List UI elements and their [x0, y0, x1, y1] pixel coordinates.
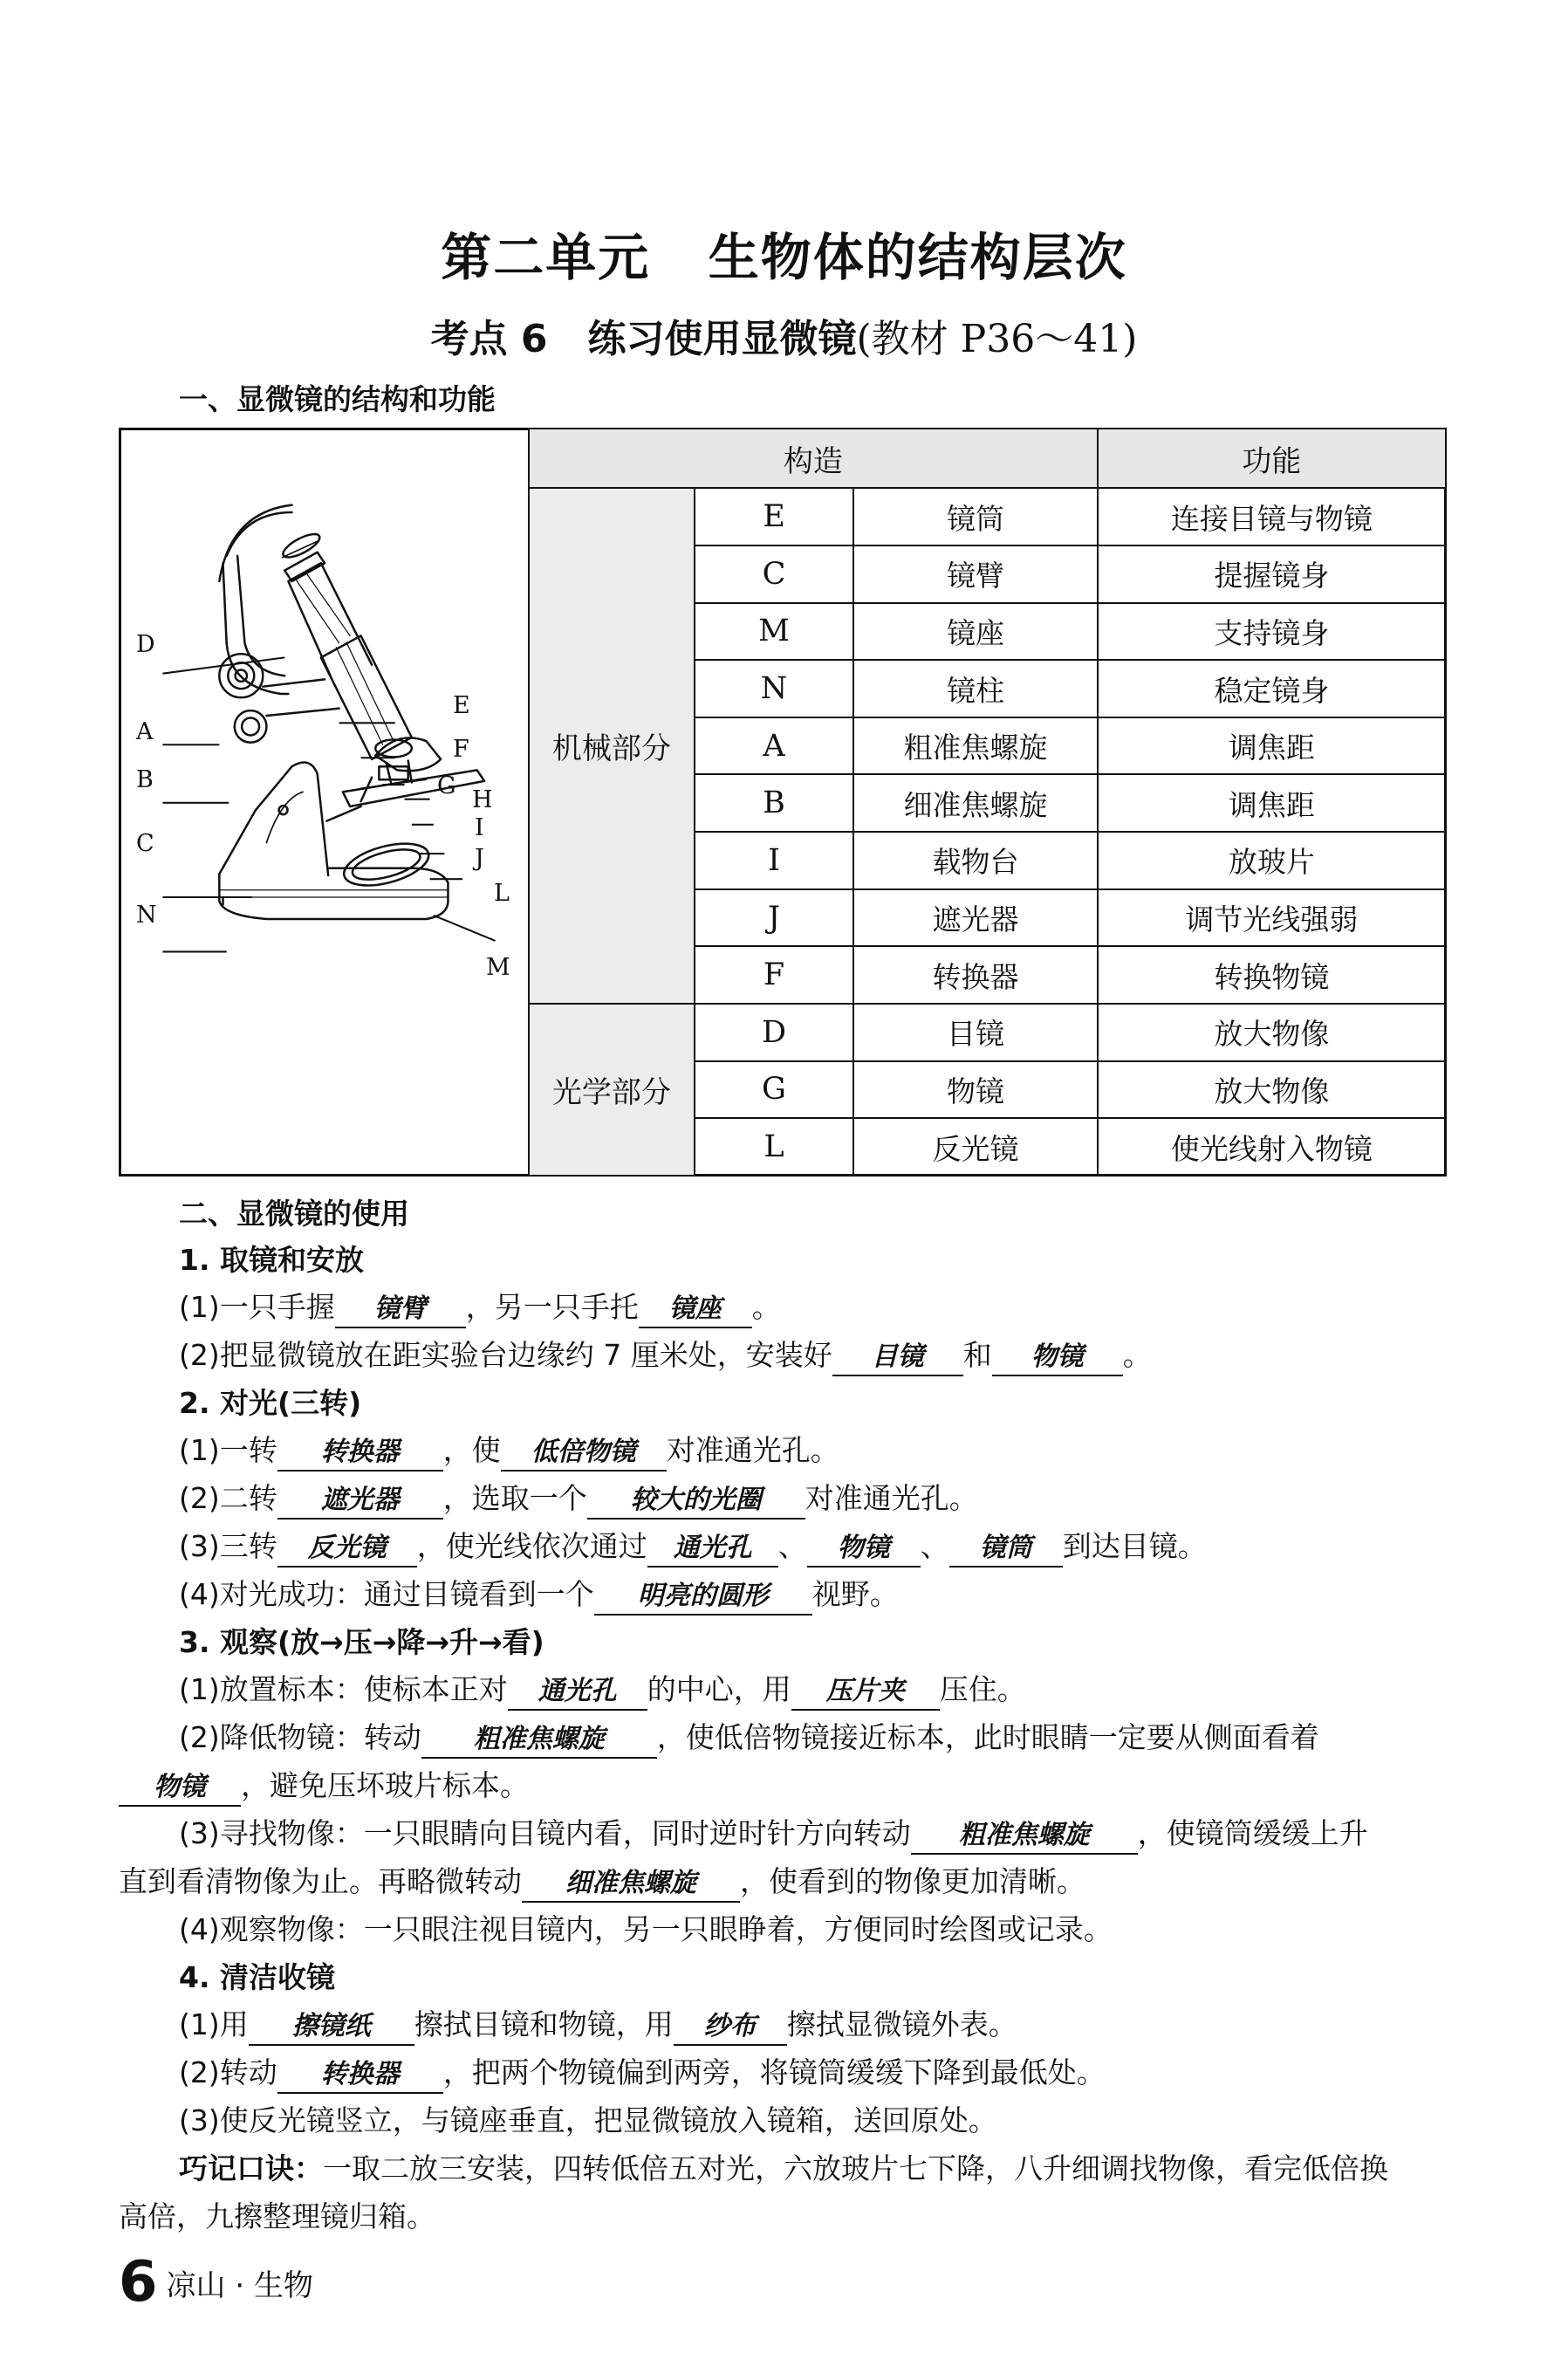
section-1-heading: 一、显微镜的结构和功能 — [179, 382, 496, 416]
answer-blank: 细准焦螺旋 — [522, 1866, 740, 1903]
row-name: 物镜 — [853, 1061, 1097, 1119]
row-function: 放大物像 — [1098, 1004, 1446, 1061]
s1-title: 1. 取镜和安放 — [179, 1243, 364, 1277]
text: 对准通光孔。 — [666, 1433, 839, 1467]
label-H: H — [472, 786, 493, 813]
row-code: F — [695, 946, 854, 1004]
text: ，使看到的物像更加清晰。 — [740, 1864, 1085, 1898]
answer-blank: 镜座 — [639, 1292, 752, 1328]
row-name: 目镜 — [853, 1004, 1097, 1061]
s2-line1 — [179, 1428, 839, 1472]
text: (3)三转 — [179, 1529, 277, 1563]
kaodian-name: 练习使用显微镜 — [587, 317, 857, 361]
s2-line2 — [179, 1476, 978, 1520]
answer-blank: 镜臂 — [335, 1292, 466, 1328]
row-code: N — [695, 660, 854, 717]
row-code: E — [695, 488, 854, 545]
answer-blank: 通光孔 — [647, 1531, 778, 1568]
answer-blank: 遮光器 — [277, 1483, 443, 1520]
row-code: B — [695, 774, 854, 832]
answer-blank: 擦镜纸 — [249, 2009, 414, 2046]
text: 擦拭显微镜外表。 — [786, 2007, 1017, 2041]
text: (3)寻找物像：一只眼睛向目镜内看，同时逆时针方向转动 — [179, 1816, 911, 1850]
text: (2)把显微镜放在距实验台边缘约 7 厘米处，安装好 — [179, 1338, 832, 1372]
s3-line4: (4)观察物像：一只眼注视目镜内，另一只眼睁着，方便同时绘图或记录。 — [179, 1912, 1113, 1946]
s3-line2b — [119, 1763, 529, 1807]
row-code: M — [695, 603, 854, 661]
label-G: G — [437, 772, 456, 799]
s3-line3b — [119, 1859, 1085, 1903]
answer-blank: 转换器 — [277, 2057, 443, 2094]
text: (1)一转 — [179, 1433, 277, 1467]
s2-line4 — [179, 1572, 899, 1616]
s4-title: 4. 清洁收镜 — [179, 1960, 335, 1994]
row-function: 放大物像 — [1098, 1061, 1446, 1119]
s4-line1 — [179, 2002, 1017, 2046]
text: (1)放置标本：使标本正对 — [179, 1672, 508, 1706]
row-function: 使光线射入物镜 — [1098, 1118, 1446, 1176]
row-name: 细准焦螺旋 — [853, 774, 1097, 832]
answer-blank: 通光孔 — [508, 1674, 647, 1711]
text: 直到看清物像为止。再略微转动 — [119, 1864, 522, 1898]
text: (1)一只手握 — [179, 1290, 335, 1324]
label-F: F — [453, 736, 469, 763]
text: 。 — [1122, 1338, 1152, 1372]
text: 压住。 — [939, 1672, 1026, 1706]
text: (4)对光成功：通过目镜看到一个 — [179, 1577, 594, 1611]
category-optical: 光学部分 — [529, 1004, 695, 1176]
label-A: A — [136, 718, 154, 745]
mnemonic-line2: 高倍，九擦整理镜归箱。 — [119, 2199, 435, 2233]
footer-text: 凉山 · 生物 — [166, 2267, 313, 2303]
answer-blank: 镜筒 — [949, 1531, 1063, 1568]
page-footer — [119, 2250, 313, 2315]
text: ，使 — [442, 1433, 501, 1467]
kaodian-label: 考点 6 — [430, 317, 548, 361]
answer-blank: 较大的光圈 — [587, 1483, 805, 1520]
s3-line1 — [179, 1667, 1026, 1711]
s2-line3 — [179, 1524, 1207, 1568]
answer-blank: 粗准焦螺旋 — [911, 1818, 1138, 1855]
row-function: 支持镜身 — [1098, 603, 1446, 661]
text: 的中心，用 — [647, 1672, 791, 1706]
label-C: C — [136, 830, 154, 857]
s1-line2 — [179, 1333, 1152, 1376]
row-function: 调焦距 — [1098, 717, 1446, 775]
text: (2)二转 — [179, 1481, 277, 1515]
text: ，另一只手托 — [465, 1290, 639, 1324]
kaodian-source: (教材 P36～41) — [856, 317, 1138, 361]
text: 对准通光孔。 — [805, 1481, 978, 1515]
row-code: C — [695, 545, 854, 603]
row-name: 镜柱 — [853, 660, 1097, 717]
text: ，使镜筒缓缓上升 — [1137, 1816, 1368, 1850]
label-N: N — [136, 902, 157, 929]
answer-blank: 低倍物镜 — [501, 1435, 667, 1472]
mnemonic-text: 一取二放三安装，四转低倍五对光，六放玻片七下降，八升细调找物像，看完低倍换 — [323, 2151, 1388, 2185]
table-row — [529, 1004, 1446, 1061]
answer-blank: 压片夹 — [791, 1674, 940, 1711]
row-name: 镜筒 — [853, 488, 1097, 545]
header-structure: 构造 — [529, 429, 1098, 488]
answer-blank: 纱布 — [674, 2009, 787, 2046]
s1-line1 — [179, 1285, 781, 1328]
row-code: D — [695, 1004, 854, 1061]
mnemonic-label: 巧记口诀： — [179, 2151, 323, 2185]
s3-title: 3. 观察(放→压→降→升→看) — [179, 1625, 544, 1659]
row-name: 遮光器 — [853, 889, 1097, 947]
row-name: 镜臂 — [853, 545, 1097, 603]
s4-line3: (3)使反光镜竖立，与镜座垂直，把显微镜放入镜箱，送回原处。 — [179, 2103, 997, 2137]
answer-blank: 粗准焦螺旋 — [421, 1722, 657, 1759]
answer-blank: 明亮的圆形 — [594, 1579, 812, 1616]
row-function: 稳定镜身 — [1098, 660, 1446, 717]
table-row — [529, 488, 1446, 545]
kaodian-title — [0, 307, 1568, 363]
row-code: G — [695, 1061, 854, 1119]
answer-blank: 转换器 — [277, 1435, 443, 1472]
section-2-heading: 二、显微镜的使用 — [179, 1197, 409, 1231]
answer-blank: 反光镜 — [277, 1531, 417, 1568]
label-B: B — [136, 766, 154, 793]
text: ，使光线依次通过 — [416, 1529, 647, 1563]
s4-line2 — [179, 2050, 1106, 2094]
text: (1)用 — [179, 2007, 249, 2041]
text: 视野。 — [811, 1577, 899, 1611]
label-J: J — [475, 845, 484, 872]
answer-blank: 物镜 — [807, 1531, 921, 1568]
row-name: 反光镜 — [853, 1118, 1097, 1176]
label-I: I — [475, 814, 484, 841]
answer-blank: 物镜 — [992, 1340, 1123, 1376]
category-mechanical: 机械部分 — [529, 488, 695, 1004]
unit-title: 第二单元 生物体的结构层次 — [441, 228, 1127, 287]
row-function: 调焦距 — [1098, 774, 1446, 832]
row-name: 粗准焦螺旋 — [853, 717, 1097, 775]
row-function: 放玻片 — [1098, 832, 1446, 889]
text: 、 — [920, 1529, 949, 1563]
row-code: J — [695, 889, 854, 947]
text: 和 — [962, 1338, 992, 1372]
row-name: 转换器 — [853, 946, 1097, 1004]
row-code: L — [695, 1118, 854, 1176]
text: (2)转动 — [179, 2055, 277, 2089]
text: ，把两个物镜偏到两旁，将镜筒缓缓下降到最低处。 — [442, 2055, 1106, 2089]
text: 擦拭目镜和物镜，用 — [414, 2007, 674, 2041]
text: 到达目镜。 — [1062, 1529, 1207, 1563]
header-function: 功能 — [1098, 429, 1446, 488]
row-function: 连接目镜与物镜 — [1098, 488, 1446, 545]
row-function: 转换物镜 — [1098, 946, 1446, 1004]
row-name: 镜座 — [853, 603, 1097, 661]
text: ，使低倍物镜接近标本，此时眼睛一定要从侧面看着 — [656, 1720, 1319, 1754]
page-number: 6 — [119, 2250, 158, 2315]
label-M: M — [486, 954, 510, 981]
text: ，避免压坏玻片标本。 — [241, 1768, 529, 1802]
answer-blank: 物镜 — [119, 1770, 241, 1807]
diagram-labels — [121, 430, 528, 1174]
mnemonic-line1 — [179, 2146, 1388, 2187]
table-header-row — [529, 429, 1446, 488]
text: ，选取一个 — [442, 1481, 587, 1515]
row-function: 提握镜身 — [1098, 545, 1446, 603]
answer-blank: 目镜 — [832, 1340, 963, 1376]
s3-line3 — [179, 1811, 1368, 1855]
row-code: I — [695, 832, 854, 889]
structure-function-table — [528, 428, 1447, 1177]
text: 、 — [777, 1529, 807, 1563]
label-E: E — [453, 692, 470, 719]
text: 。 — [751, 1290, 781, 1324]
label-L: L — [494, 880, 510, 907]
row-name: 载物台 — [853, 832, 1097, 889]
text: (2)降低物镜：转动 — [179, 1720, 421, 1754]
row-function: 调节光线强弱 — [1098, 889, 1446, 947]
label-D: D — [136, 631, 155, 658]
s3-line2 — [179, 1715, 1319, 1759]
row-code: A — [695, 717, 854, 775]
s2-title: 2. 对光(三转) — [179, 1386, 362, 1420]
